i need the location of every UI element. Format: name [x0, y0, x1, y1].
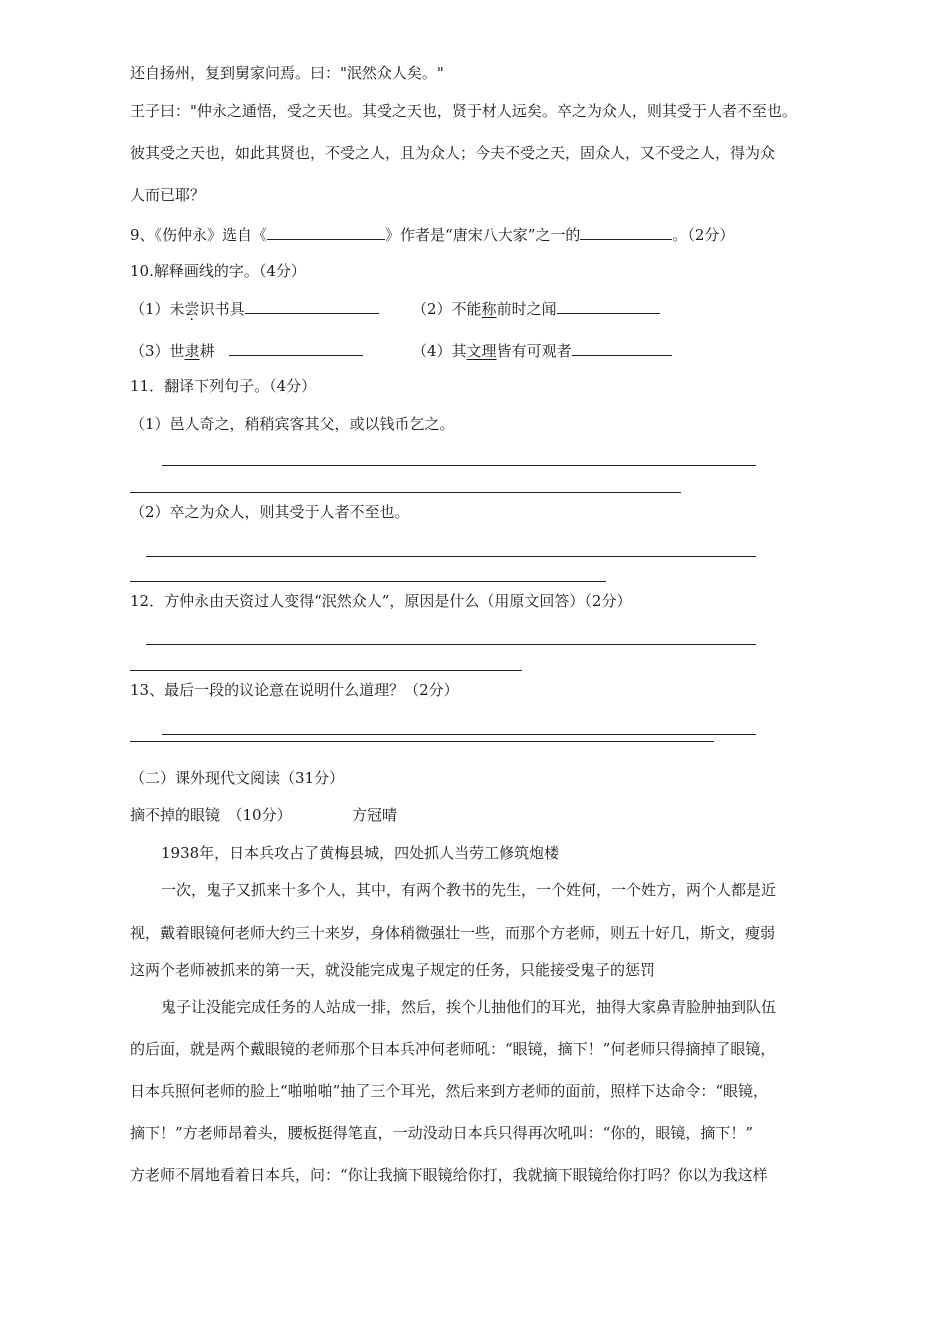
q10-item-3-post: 耕: [199, 342, 215, 360]
story-paragraph: 一次，鬼子又抓来十多个人，其中，有两个教书的先生，一个姓何，一个姓方，两个人都是近: [161, 881, 777, 899]
answer-line[interactable]: [162, 734, 756, 735]
q10-item-1-post: 识书具: [199, 300, 245, 318]
q10-item-1-pre: （1）未: [130, 300, 185, 318]
story-paragraph: 日本兵照何老师的脸上“啪啪啪”抽了三个耳光，然后来到方老师的面前，照样下达命令：“眼镜，: [130, 1082, 769, 1100]
answer-line[interactable]: [130, 492, 681, 493]
q10-item-1: [130, 298, 379, 319]
q9-suffix: 。（2分）: [672, 226, 735, 244]
q10-item-3: [130, 340, 363, 361]
q9-middle: 》作者是“唐宋八大家”之一的: [385, 226, 581, 244]
q10-blank-3[interactable]: [229, 340, 363, 356]
q10-blank-2[interactable]: [557, 298, 660, 314]
q10-item-3-mark: 隶: [184, 342, 200, 360]
question-10-title: 10.解释画线的字。（4分）: [130, 262, 306, 280]
q10-blank-1[interactable]: [245, 298, 379, 314]
q9-blank-book[interactable]: [267, 224, 385, 240]
passage-line-2: 王子曰："仲永之通悟，受之天也。其受之天也，贤于材人远矣。卒之为众人，则其受于人者不至也。: [130, 102, 797, 120]
answer-line[interactable]: [146, 556, 756, 557]
story-paragraph: 鬼子让没能完成任务的人站成一排，然后，挨个儿抽他们的耳光，抽得大家鼻青脸肿抽到队伍: [161, 998, 777, 1016]
q10-item-2-pre: （2）不能: [412, 300, 482, 318]
q10-item-2-mark: 称: [481, 300, 497, 318]
question-12-title: 12．方仲永由天资过人变得“泯然众人”，原因是什么（用原文回答）（2分）: [130, 592, 632, 610]
q9-prefix: 9、《伤仲永》选自《: [130, 226, 268, 244]
answer-line[interactable]: [146, 644, 756, 645]
answer-line[interactable]: [162, 465, 756, 466]
story-paragraph: 方老师不屑地看着日本兵，问：“你让我摘下眼镜给你打，我就摘下眼镜给你打吗？你以为我这样: [130, 1166, 768, 1184]
q10-item-4-pre: （4）其: [412, 342, 467, 360]
story-paragraph: 摘下！”方老师昂着头，腰板挺得笔直，一动没动日本兵只得再次吼叫：“你的，眼镜，摘下！”: [130, 1124, 754, 1142]
answer-line[interactable]: [130, 741, 714, 742]
question-13-title: 13、最后一段的议论意在说明什么道理？（2分）: [130, 681, 459, 699]
passage-line-1: 还自扬州，复到舅家问焉。曰："泯然众人矣。": [130, 64, 444, 82]
answer-line[interactable]: [130, 581, 606, 582]
q10-item-4-post: 皆有可观者: [496, 342, 572, 360]
q11-sentence-1: （1）邑人奇之，稍稍宾客其父，或以钱币乞之。: [130, 415, 455, 433]
q10-item-3-pre: （3）世: [130, 342, 185, 360]
q10-blank-4[interactable]: [572, 340, 672, 356]
passage-line-4: 人而已耶？: [130, 186, 206, 204]
passage-line-3: 彼其受之天也，如此其贤也，不受之人，且为众人；今夫不受之天，固众人，又不受之人，得为众: [130, 144, 776, 162]
q11-sentence-2: （2）卒之为众人，则其受于人者不至也。: [130, 503, 410, 521]
story-paragraph: 1938年，日本兵攻占了黄梅县城，四处抓人当劳工修筑炮楼: [161, 844, 560, 862]
q10-item-4-mark: 文理: [466, 342, 497, 360]
story-paragraph: 视，戴着眼镜何老师大约三十来岁，身体稍微强壮一些，而那个方老师，则五十好几，斯文，瘦弱: [130, 924, 776, 942]
story-author: 方冠晴: [352, 806, 398, 824]
q10-item-2-post: 前时之闻: [496, 300, 557, 318]
story-title: 摘不掉的眼镜 （10分）: [130, 806, 292, 824]
q9-blank-author[interactable]: [580, 224, 672, 240]
story-paragraph: 这两个老师被抓来的第一天，就没能完成鬼子规定的任务，只能接受鬼子的惩罚: [130, 961, 656, 979]
q10-item-2: [412, 298, 660, 319]
story-paragraph: 的后面，就是两个戴眼镜的老师那个日本兵冲何老师吼：“眼镜，摘下！”何老师只得摘掉了眼镜，: [130, 1040, 776, 1058]
question-9: [130, 224, 734, 245]
question-11-title: 11．翻译下列句子。（4分）: [130, 377, 317, 395]
q10-item-4: [412, 340, 672, 361]
answer-line[interactable]: [130, 670, 522, 671]
section-heading: （二）课外现代文阅读（31分）: [130, 769, 345, 787]
q10-item-1-mark: 尝: [184, 300, 200, 318]
